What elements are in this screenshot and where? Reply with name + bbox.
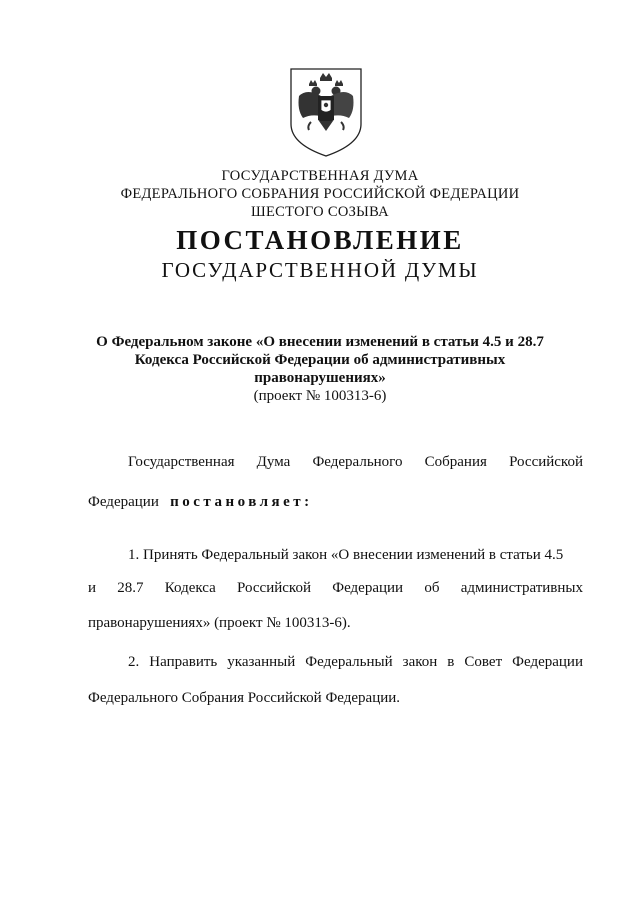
org-line-1: ГОСУДАРСТВЕННАЯ ДУМА — [221, 168, 419, 184]
item1-line-3: правонарушениях» (проект № 100313-6). — [88, 615, 351, 631]
subject-line-3: правонарушениях» — [254, 370, 386, 386]
russian-coat-of-arms-icon — [287, 66, 365, 158]
document-subtitle: ГОСУДАРСТВЕННОЙ ДУМЫ — [161, 258, 479, 282]
resolves-word: постановляет: — [170, 494, 313, 510]
project-number: (проект № 100313-6) — [253, 388, 387, 404]
item2-line-2: Федерального Собрания Российской Федерации. — [88, 690, 401, 706]
subject-line-2: Кодекса Российской Федерации об административных — [134, 352, 506, 368]
document-title: ПОСТАНОВЛЕНИЕ — [176, 225, 464, 255]
org-line-3: ШЕСТОГО СОЗЫВА — [251, 204, 389, 220]
intro-line-2-start: Федерации — [88, 494, 159, 510]
item1-line-1: 1. Принять Федеральный закон «О внесении изменений в статьи 4.5 — [128, 547, 564, 563]
subject-line-1: О Федеральном законе «О внесении изменений в статьи 4.5 и 28.7 — [96, 334, 544, 350]
item1-line-2: и 28.7 Кодекса Российской Федерации об административных — [88, 580, 583, 596]
intro-line-2 — [88, 492, 583, 512]
org-line-2: ФЕДЕРАЛЬНОГО СОБРАНИЯ РОССИЙСКОЙ ФЕДЕРАЦИИ — [120, 186, 520, 202]
intro-line-1: Государственная Дума Федерального Собрания Российской — [128, 454, 583, 470]
item2-line-1: 2. Направить указанный Федеральный закон в Совет Федерации — [128, 654, 583, 670]
